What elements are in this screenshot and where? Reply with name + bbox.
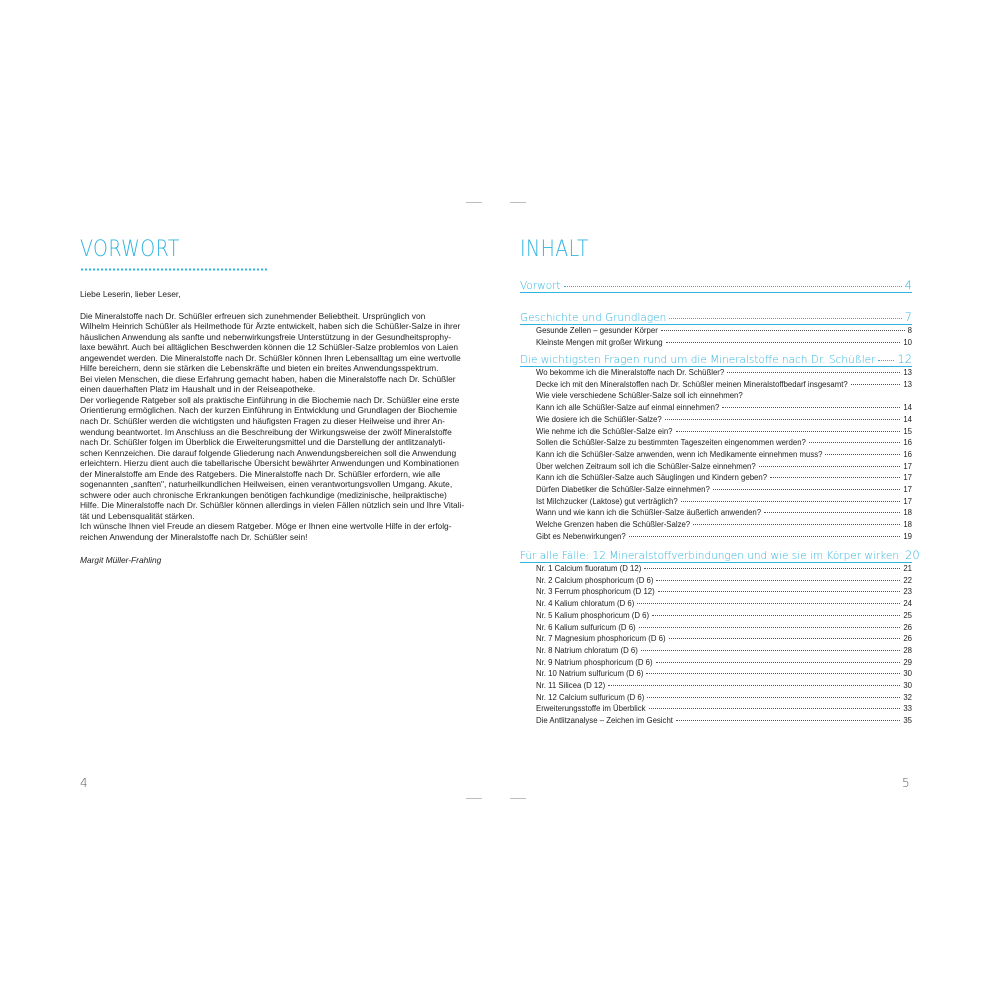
chapter-underline: [520, 324, 912, 325]
heading-dotted-rule: [80, 268, 268, 271]
chapter-underline: [520, 562, 912, 563]
toc-title: Welche Grenzen haben die Schüßler-Salze?: [536, 520, 691, 530]
toc-title: Nr. 10 Natrium sulfuricum (D 6): [536, 669, 644, 679]
toc-entry[interactable]: [536, 485, 912, 494]
toc-page-number: 7: [904, 310, 912, 324]
toc-leader-dots: [669, 638, 901, 639]
toc-page-number: 32: [903, 692, 912, 702]
toc-entry[interactable]: [536, 497, 912, 506]
toc-title: Gibt es Nebenwirkungen?: [536, 531, 626, 541]
left-page: [80, 236, 475, 565]
gutter-mark: [510, 798, 526, 799]
preface-line: tät und Lebensqualität stärken.: [80, 510, 195, 521]
preface-line: wendung beantwortet. Im Anschluss an die Beschreibung der Wirkungsweise der zwölf Mineralstoffe: [80, 426, 452, 437]
toc-entry[interactable]: [536, 646, 912, 655]
toc-entry[interactable]: [536, 473, 912, 482]
toc-entry[interactable]: [536, 611, 912, 620]
toc-page-number: 26: [903, 634, 912, 644]
toc-title: Nr. 3 Ferrum phosphoricum (D 12): [536, 587, 655, 597]
preface-line: Die Mineralstoffe nach Dr. Schüßler erfreuen sich zunehmender Beliebtheit. Ursprünglich von: [80, 310, 426, 321]
toc-entry[interactable]: [536, 681, 912, 690]
toc-title: Nr. 7 Magnesium phosphoricum (D 6): [536, 634, 666, 644]
toc-leader-dots: [658, 591, 901, 592]
page-number-right: 5: [902, 776, 910, 790]
toc-entry[interactable]: [536, 634, 912, 643]
toc-leader-dots: [722, 407, 900, 408]
toc-entry[interactable]: [536, 716, 912, 725]
toc-entry[interactable]: [536, 403, 912, 412]
toc-title: Nr. 6 Kalium sulfuricum (D 6): [536, 622, 636, 632]
toc-leader-dots: [727, 372, 900, 373]
toc-page-number: 18: [903, 508, 912, 518]
toc-title: Kann ich die Schüßler-Salze anwenden, wenn ich Medikamente einnehmen muss?: [536, 449, 823, 459]
toc-title: Kann ich alle Schüßler-Salze auf einmal einnehmen?: [536, 403, 720, 413]
toc-title: Erweiterungsstoffe im Überblick: [536, 704, 646, 714]
toc-title: Wie viele verschiedene Schüßler-Salze soll ich einnehmen?: [536, 391, 743, 401]
toc-entry[interactable]: [536, 623, 912, 632]
toc-leader-dots: [656, 580, 900, 581]
toc-page-number: 23: [903, 587, 912, 597]
toc-title: Nr. 11 Silicea (D 12): [536, 681, 606, 690]
toc-entry[interactable]: [536, 704, 912, 713]
toc-entry[interactable]: [536, 658, 912, 667]
preface-line: Bei vielen Menschen, die diese Erfahrung gemacht haben, haben die Mineralstoffe nach Dr. Schüßler: [80, 373, 456, 384]
preface-line: schwere oder auch chronische Erkrankungen benötigen fachkundige (medizinische, heilpraktische): [80, 489, 447, 500]
toc-title: Vorwort: [520, 280, 561, 292]
toc-title: Geschichte und Grundlagen: [520, 312, 667, 324]
toc-entry[interactable]: [536, 599, 912, 608]
preface-line: reichen Anwendung der Mineralstoffe nach Dr. Schüßler sein!: [80, 531, 308, 542]
toc-leader-dots: [564, 286, 902, 287]
preface-body: [80, 311, 475, 543]
toc-page-number: 30: [903, 669, 912, 679]
toc-page-number: 18: [903, 520, 912, 530]
toc-leader-dots: [647, 697, 900, 698]
toc-entry[interactable]: [536, 532, 912, 541]
toc-leader-dots: [608, 685, 900, 686]
toc-page-number: 4: [904, 278, 912, 292]
toc-leader-dots: [676, 431, 901, 432]
toc-leader-dots: [639, 627, 901, 628]
toc-chapter[interactable]: [520, 548, 920, 562]
toc-page-number: 17: [903, 496, 912, 506]
toc-page-number: 22: [903, 575, 912, 585]
toc-page-number: 16: [903, 449, 912, 459]
toc-entry[interactable]: [536, 564, 912, 573]
toc-leader-dots: [665, 419, 901, 420]
toc-page-number: 15: [903, 426, 912, 436]
toc-title: Über welchen Zeitraum soll ich die Schüßler-Salze einnehmen?: [536, 461, 756, 471]
toc-leader-dots: [661, 330, 905, 331]
toc-page-number: 21: [903, 564, 912, 573]
toc-page-number: 24: [903, 599, 912, 609]
toc-page-number: 33: [903, 704, 912, 714]
preface-line: angewendet werden. Die Mineralstoffe nach Dr. Schüßler können Ihren Lebensalltag um eine wertvolle: [80, 352, 461, 363]
toc-entry[interactable]: [536, 450, 912, 459]
toc-title: Die wichtigsten Fragen rund um die Mineralstoffe nach Dr. Schüßler: [520, 354, 876, 366]
toc-leader-dots: [629, 536, 901, 537]
toc-title: Kann ich die Schüßler-Salze auch Säuglingen und Kindern geben?: [536, 473, 768, 483]
toc-title: Kleinste Mengen mit großer Wirkung: [536, 337, 663, 347]
toc-leader-dots: [878, 360, 894, 361]
toc-title: Gesunde Zellen – gesunder Körper: [536, 326, 658, 335]
toc-page-number: 10: [903, 337, 912, 347]
toc-page-number: 26: [903, 622, 912, 632]
toc-leader-dots: [669, 318, 901, 319]
toc-page-number: 29: [903, 657, 912, 667]
toc-leader-dots: [759, 466, 901, 467]
toc-page-number: 13: [903, 379, 912, 389]
toc-chapter[interactable]: [520, 278, 912, 292]
preface-line: häuslichen Anwendung als sanfte und nebenwirkungsfreie Unterstützung in der Gesundheitsprophy-: [80, 331, 452, 342]
toc-page-number: 20: [905, 548, 920, 562]
author-signature: Margit Müller-Frahling: [80, 554, 162, 565]
toc-leader-dots: [851, 384, 901, 385]
gutter-mark: [466, 202, 482, 203]
toc-page-number: 14: [903, 414, 912, 424]
toc-entry[interactable]: [536, 693, 912, 702]
toc-title: Sollen die Schüßler-Salze zu bestimmten Tageszeiten eingenommen werden?: [536, 438, 806, 448]
toc-title: Decke ich mit den Mineralstoffen nach Dr. Schüßler meinen Mineralstoffbedarf insgesamt?: [536, 379, 848, 389]
right-page: [520, 236, 920, 726]
toc-chapter[interactable]: [520, 310, 912, 324]
chapter-underline: [520, 292, 912, 293]
preface-line: sogenannten „sanften", naturheilkundlichen Heilweisen, einen verantwortungsvollen Umgang. Akute,: [80, 479, 453, 490]
toc-entry[interactable]: [536, 587, 912, 596]
toc-page-number: 17: [903, 473, 912, 483]
toc-page-number: 28: [903, 645, 912, 655]
toc-leader-dots: [825, 454, 900, 455]
toc-leader-dots: [681, 501, 901, 502]
toc-chapter[interactable]: [520, 352, 912, 366]
toc-entry[interactable]: [536, 368, 912, 377]
toc-entry[interactable]: [536, 338, 912, 347]
preface-line: Wilhelm Heinrich Schüßler als Heilmethode für Ärzte entwickelt, haben sich die Schüßler-Salze in ihrer: [80, 321, 461, 332]
toc-title: Nr. 1 Calcium fluoratum (D 12): [536, 564, 642, 573]
toc-leader-dots: [713, 489, 901, 490]
toc-entry[interactable]: [536, 508, 912, 517]
preface-line: einen dauerhaften Platz im Haushalt und in der Reiseapotheke.: [80, 384, 316, 395]
toc-title: Ist Milchzucker (Laktose) gut verträglich?: [536, 496, 678, 506]
preface-heading: VORWORT: [80, 237, 180, 262]
toc-entry[interactable]: [536, 520, 912, 529]
toc-leader-dots: [676, 720, 900, 721]
toc-leader-dots: [770, 477, 900, 478]
toc-entry[interactable]: [536, 462, 912, 471]
toc-title: Nr. 5 Kalium phosphoricum (D 6): [536, 610, 650, 620]
toc-entry[interactable]: [536, 415, 912, 424]
toc-title: Wo bekomme ich die Mineralstoffe nach Dr. Schüßler?: [536, 368, 725, 377]
toc-page-number: 12: [897, 352, 912, 366]
preface-line: laxe bewährt. Auch bei alltäglichen Beschwerden können die 12 Schüßler-Salze problemlos von Laien: [80, 342, 459, 353]
preface-line: Ich wünsche Ihnen viel Freude an diesem Ratgeber. Möge er Ihnen eine wertvolle Hilfe in der erfolg-: [80, 521, 452, 532]
toc-page-number: 16: [903, 438, 912, 448]
toc-entry[interactable]: [536, 427, 912, 436]
toc-title: Nr. 12 Calcium sulfuricum (D 6): [536, 692, 645, 702]
toc-leader-dots: [764, 512, 900, 513]
toc-leader-dots: [644, 568, 900, 569]
toc-page-number: 17: [903, 461, 912, 471]
toc-leader-dots: [652, 615, 900, 616]
toc-page-number: 14: [903, 403, 912, 413]
toc-page-number: 8: [907, 326, 912, 335]
toc-page-number: 13: [903, 368, 912, 377]
preface-line: Hilfe bereichern, denn sie stärken die Lebenskräfte und bieten ein breites Anwendungsspektrum.: [80, 363, 439, 374]
toc-title: Wie nehme ich die Schüßler-Salze ein?: [536, 426, 673, 436]
toc-page-number: 19: [903, 531, 912, 541]
toc-leader-dots: [666, 342, 901, 343]
preface-line: Orientierung ermöglichen. Nach der kurzen Einführung in Entwicklung und Grundlagen der Biochemie: [80, 405, 458, 416]
salutation: Liebe Leserin, lieber Leser,: [80, 289, 181, 299]
toc-page-number: 25: [903, 610, 912, 620]
contents-heading: INHALT: [520, 237, 589, 262]
toc-entry[interactable]: [536, 326, 912, 335]
toc-title: Die Antlitzanalyse – Zeichen im Gesicht: [536, 716, 673, 726]
toc-page-number: 17: [903, 485, 912, 494]
preface-line: schen Kennzeichen. Die darauf folgende Gliederung nach Anwendungsbereichen soll die Anwendung: [80, 447, 457, 458]
preface-line: Hilfe. Die Mineralstoffe nach Dr. Schüßler können allerdings in vielen Fällen nützlich sein und Ihre Vitali-: [80, 500, 465, 511]
preface-line: nach Dr. Schüßler werden die wichtigsten und häufigsten Fragen zu dieser Heilweise und ihrer An-: [80, 415, 445, 426]
toc-page-number: 30: [903, 681, 912, 690]
toc-entry[interactable]: [536, 391, 912, 400]
toc-entry[interactable]: [536, 380, 912, 389]
preface-line: nach Dr. Schüßler folgen im Überblick die Erweiterungsmittel und die Darstellung der antlitzanalyti-: [80, 437, 446, 448]
gutter-mark: [466, 798, 482, 799]
chapter-underline: [520, 366, 912, 367]
preface-line: Der vorliegende Ratgeber soll als praktische Einführung in die Biochemie nach Dr. Schüßler eine erste: [80, 394, 460, 405]
preface-line: der Mineralstoffe am Ende des Ratgebers. Die Mineralstoffe nach Dr. Schüßler erfordern, wie alle: [80, 468, 441, 479]
toc-entry[interactable]: [536, 669, 912, 678]
toc-entry[interactable]: [536, 576, 912, 585]
toc-title: Wann und wie kann ich die Schüßler-Salze äußerlich anwenden?: [536, 508, 762, 518]
toc-title: Für alle Fälle: 12 Mineralstoffverbindungen und wie sie im Körper wirken: [520, 550, 899, 562]
toc-leader-dots: [641, 650, 900, 651]
toc-leader-dots: [649, 708, 901, 709]
toc-title: Nr. 2 Calcium phosphoricum (D 6): [536, 575, 654, 585]
toc-title: Dürfen Diabetiker die Schüßler-Salze einnehmen?: [536, 485, 710, 494]
preface-line: erleichtern. Hierzu dient auch die tabellarische Übersicht bewährter Anwendungen und Kombinationen: [80, 458, 459, 469]
toc-title: Nr. 8 Natrium chloratum (D 6): [536, 645, 638, 655]
toc-leader-dots: [693, 524, 900, 525]
toc-title: Nr. 9 Natrium phosphoricum (D 6): [536, 657, 653, 667]
toc-title: Nr. 4 Kalium chloratum (D 6): [536, 599, 635, 609]
toc-title: Wie dosiere ich die Schüßler-Salze?: [536, 414, 662, 424]
toc-leader-dots: [646, 673, 900, 674]
gutter-mark: [510, 202, 526, 203]
page-number-left: 4: [80, 776, 88, 790]
toc-leader-dots: [637, 603, 900, 604]
toc-entry[interactable]: [536, 438, 912, 447]
toc-page-number: 35: [903, 716, 912, 726]
toc-leader-dots: [809, 442, 900, 443]
toc-leader-dots: [656, 662, 901, 663]
